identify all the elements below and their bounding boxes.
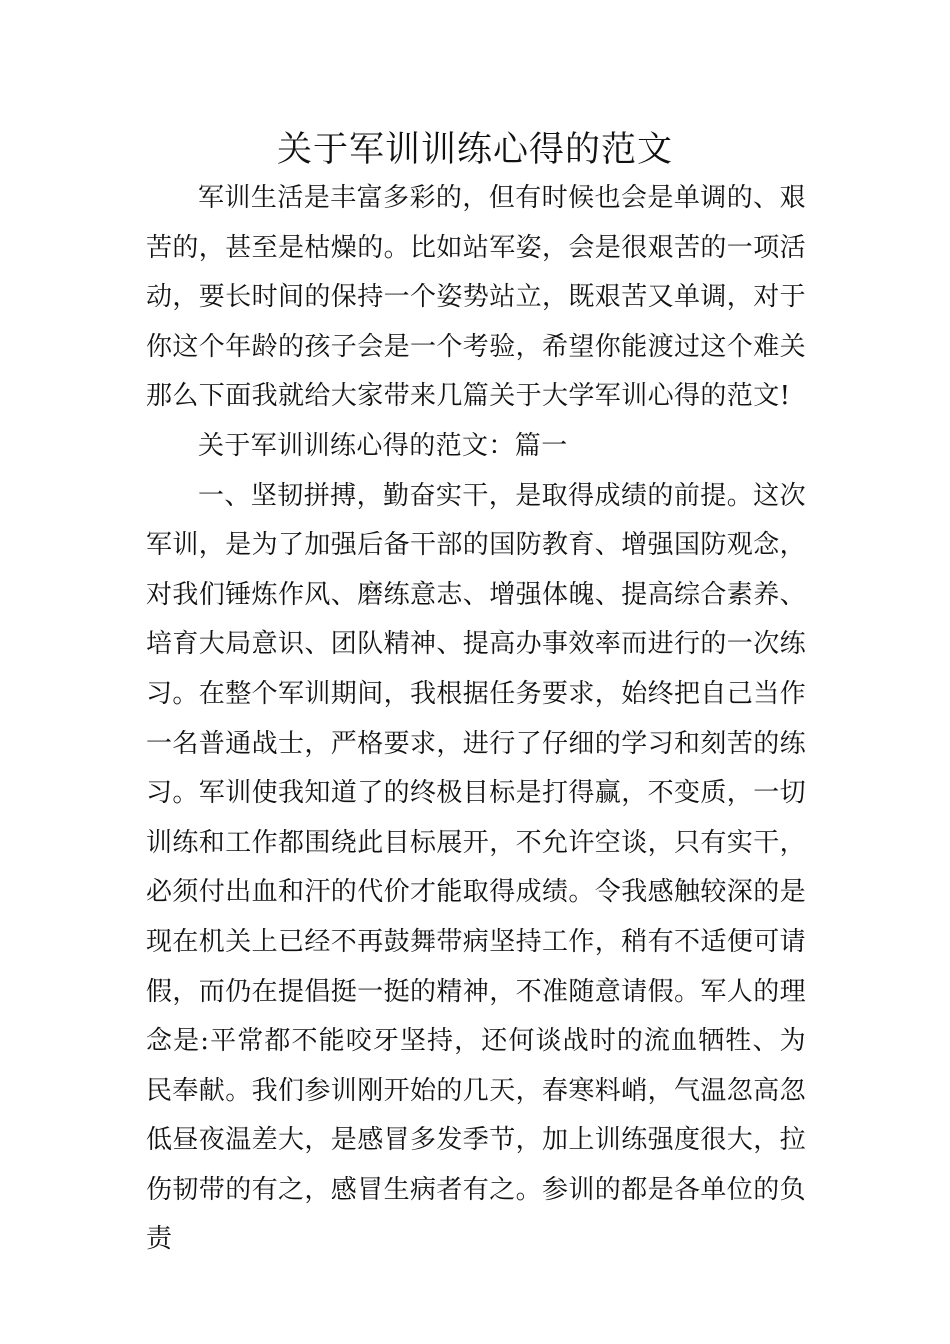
document-body [146,174,806,1265]
paragraph-section-heading: 关于军训训练心得的范文：篇一 [198,430,568,461]
document-title: 关于军训训练心得的范文 [276,130,673,170]
paragraph-intro: 军训生活是丰富多彩的，但有时候也会是单调的、艰苦的，甚至是枯燥的。比如站军姿，会是很艰苦的一项活动，要长时间的保持一个姿势站立，既艰苦又单调，对于你这个年龄的孩子会是一个考验，希望你能渡过这个难关那么下面我就给大家带来几篇关于大学军训心得的范文! [146,183,807,412]
paragraph-point-one: 一、坚韧拼搏，勤奋实干，是取得成绩的前提。这次军训，是为了加强后备干部的国防教育、增强国防观念，对我们锤炼作风、磨练意志、增强体魄、提高综合素养、培育大局意识、团队精神、提高办事效率而进行的一次练习。在整个军训期间，我根据任务要求，始终把自己当作一名普通战士，严格要求，进行了仔细的学习和刻苦的练习。军训使我知道了的终极目标是打得赢，不变质，一切训练和工作都围绕此目标展开，不允许空谈，只有实干，必须付出血和汗的代价才能取得成绩。令我感触较深的是现在机关上已经不再鼓舞带病坚持工作，稍有不适便可请假，而仍在提倡挺一挺的精神，不准随意请假。军人的理念是:平常都不能咬牙坚持，还何谈战时的流血牺牲、为民奉献。我们参训刚开始的几天，春寒料峭，气温忽高忽低昼夜温差大，是感冒多发季节，加上训练强度很大，拉伤韧带的有之，感冒生病者有之。参训的都是各单位的负责 [146,480,807,1255]
